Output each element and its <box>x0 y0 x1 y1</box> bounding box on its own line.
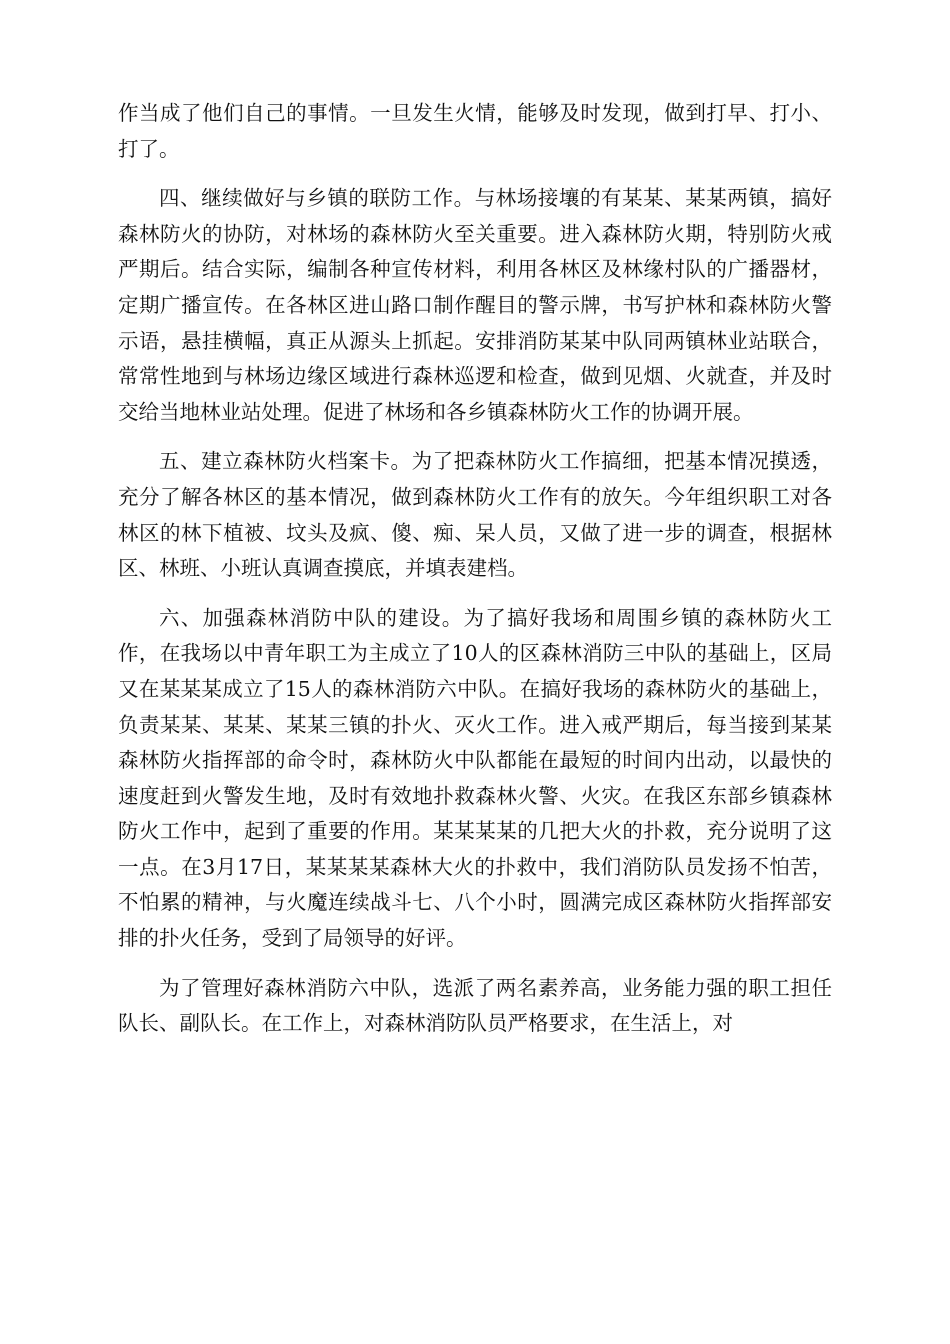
paragraph-continuation: 作当成了他们自己的事情。一旦发生火情，能够及时发现，做到打早、打小、打了。 <box>118 101 832 161</box>
paragraph-fire-brigade-construction: 六、加强森林消防中队的建设。为了搞好我场和周围乡镇的森林防火工作，在我场以中青年职工为主成立了10人的区森林消防三中队的基础上，区局又在某某某成立了15人的森林消防六中队。在搞好我场的森林防火的基础上，负责某某、某某、某某三镇的扑火、灭火工作。进入戒严期后，每当接到某某森林防火指挥部的命令时，森林防火中队都能在最短的时间内出动，以最快的速度赶到火警发生地，及时有效地扑救森林火警、火灾。在我区东部乡镇森林防火工作中，起到了重要的作用。某某某某的几把大火的扑救，充分说明了这一点。在3月17日，某某某某森林大火的扑救中，我们消防队员发扬不怕苦，不怕累的精神，与火魔连续战斗七、八个小时，圆满完成区森林防火指挥部安排的扑火任务，受到了局领导的好评。 <box>118 605 832 951</box>
paragraph-joint-fire-prevention: 四、继续做好与乡镇的联防工作。与林场接壤的有某某、某某两镇，搞好森林防火的协防，对林场的森林防火至关重要。进入森林防火期，特别防火戒严期后。结合实际，编制各种宣传材料，利用各林区及林缘村队的广播器材，定期广播宣传。在各林区进山路口制作醒目的警示牌，书写护林和森林防火警示语，悬挂横幅，真正从源头上抓起。安排消防某某中队同两镇林业站联合，常常性地到与林场边缘区域进行森林巡逻和检查，做到见烟、火就查，并及时交给当地林业站处理。促进了林场和各乡镇森林防火工作的协调开展。 <box>118 186 832 424</box>
document-page <box>118 96 832 1042</box>
paragraph-brigade-management: 为了管理好森林消防六中队，选派了两名素养高，业务能力强的职工担任队长、副队长。在工作上，对森林消防队员严格要求，在生活上，对 <box>118 975 832 1036</box>
paragraph-fire-prevention-archive: 五、建立森林防火档案卡。为了把森林防火工作搞细，把基本情况摸透，充分了解各林区的基本情况，做到森林防火工作有的放矢。今年组织职工对各林区的林下植被、坟头及疯、傻、痴、呆人员，又做了进一步的调查，根据林区、林班、小班认真调查摸底，并填表建档。 <box>118 449 832 581</box>
